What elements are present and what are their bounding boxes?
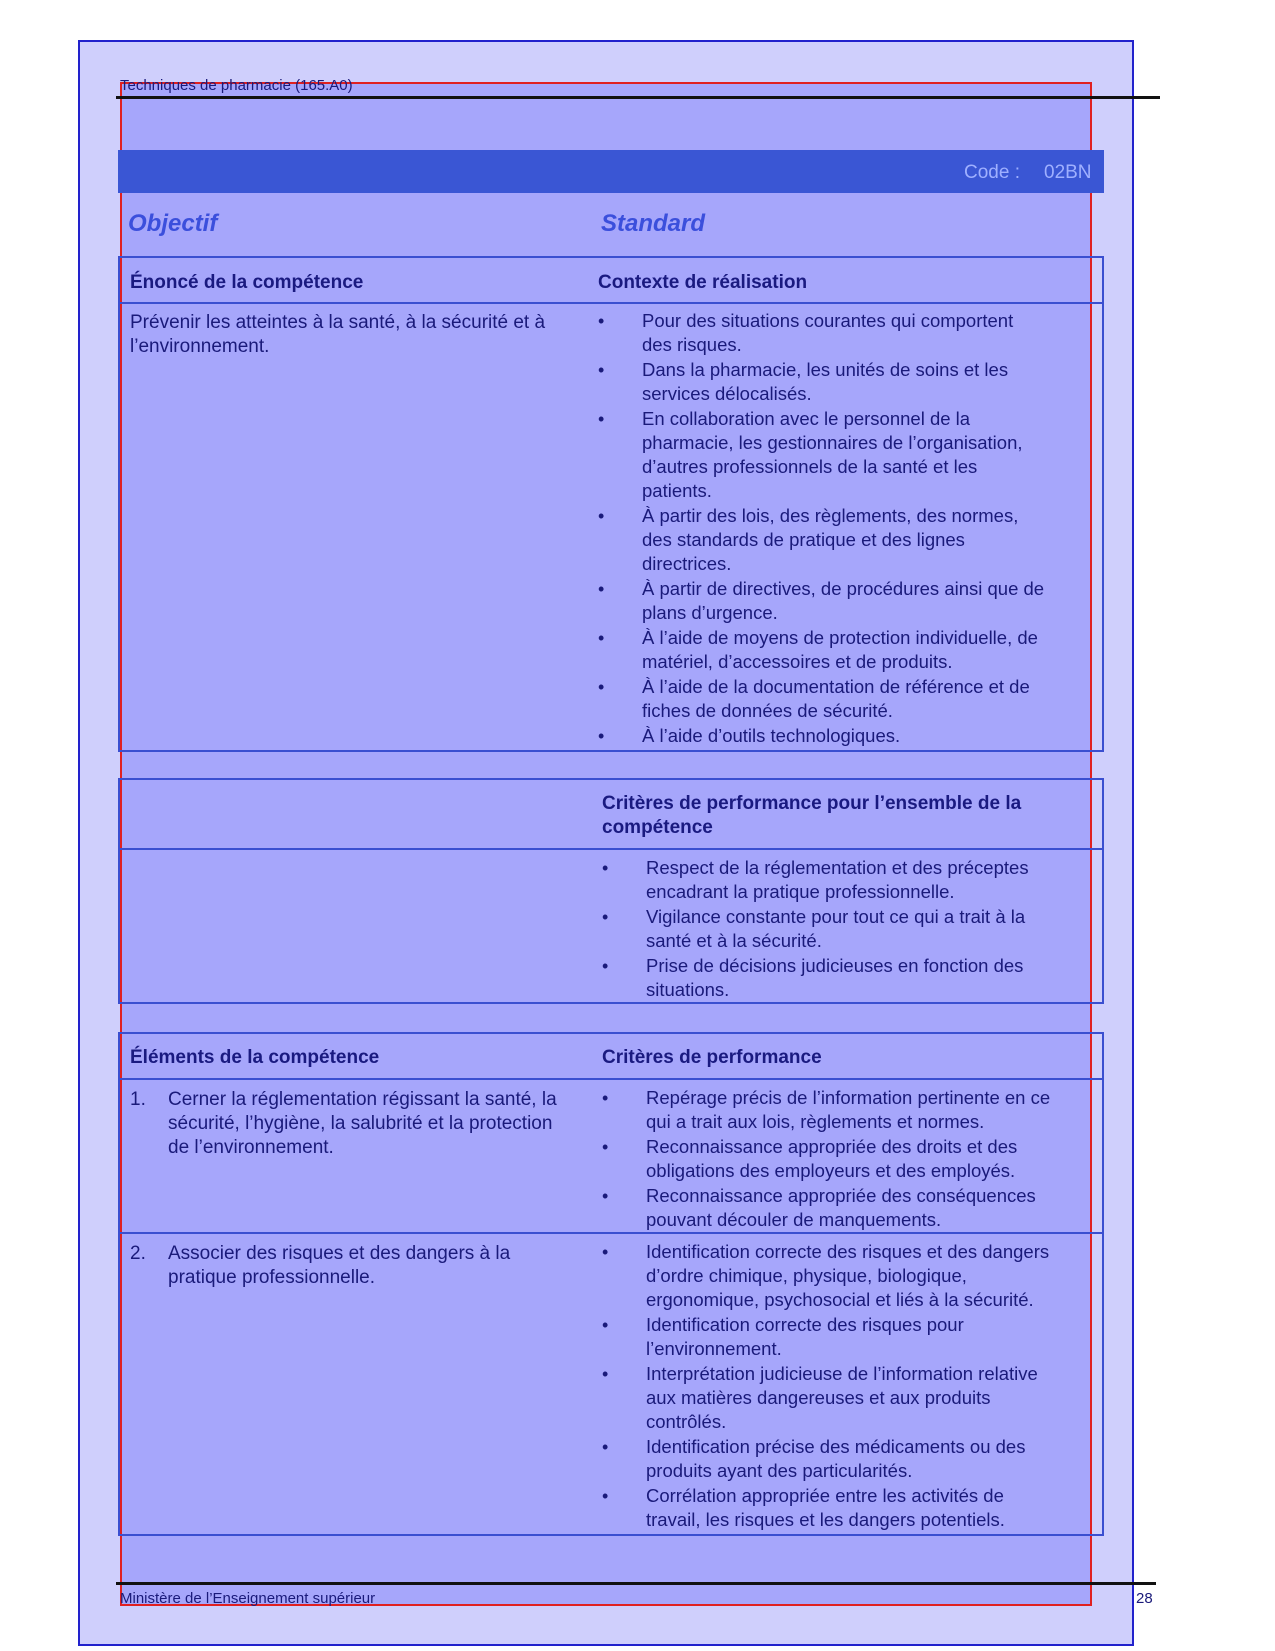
code-label: Code : bbox=[964, 162, 1020, 183]
element-number: 2. bbox=[130, 1243, 146, 1264]
bullet-item bbox=[602, 954, 1052, 1002]
context-list bbox=[598, 309, 1048, 749]
bullet-text: À l’aide de la documentation de référence et de fiches de données de sécurité. bbox=[642, 676, 1030, 721]
enonce-heading: Énoncé de la compétence bbox=[130, 272, 364, 293]
bullet-item bbox=[602, 1184, 1052, 1232]
elements-heading: Éléments de la compétence bbox=[130, 1047, 380, 1068]
bullet-item bbox=[598, 577, 1048, 625]
element-text: Cerner la réglementation régissant la santé, la sécurité, l’hygiène, la salubrité et la protection de l’environnement. bbox=[168, 1089, 557, 1158]
row-separator bbox=[120, 1232, 1102, 1234]
bullet-icon: • bbox=[602, 858, 609, 878]
bullet-item bbox=[598, 407, 1048, 503]
bullet-icon: • bbox=[602, 1364, 609, 1384]
footer-ministry: Ministère de l’Enseignement supérieur bbox=[120, 1590, 376, 1607]
section-global-criteria bbox=[118, 778, 1104, 1004]
bullet-text: Corrélation appropriée entre les activités de travail, les risques et les dangers potentiels. bbox=[646, 1485, 1005, 1530]
footer-rule bbox=[116, 1582, 1156, 1585]
global-criteria-list bbox=[602, 856, 1052, 1003]
element-criteria-list bbox=[602, 1086, 1052, 1233]
code-value: 02BN bbox=[1044, 162, 1092, 183]
bullet-icon: • bbox=[602, 1486, 609, 1506]
bullet-icon: • bbox=[598, 409, 605, 429]
bullet-item bbox=[598, 724, 1048, 748]
global-criteria-heading: Critères de performance pour l’ensemble de la compétence bbox=[602, 793, 1022, 838]
bullet-icon: • bbox=[602, 907, 609, 927]
competence-statement: Prévenir les atteintes à la santé, à la sécurité et à l’environnement. bbox=[130, 312, 546, 357]
bullet-text: Prise de décisions judicieuses en fonction des situations. bbox=[646, 955, 1024, 1000]
bullet-icon: • bbox=[602, 1242, 609, 1262]
bullet-item bbox=[602, 1362, 1052, 1434]
bullet-text: Identification correcte des risques et des dangers d’ordre chimique, physique, biologique, ergonomique, psychosocial et liés à la sécurité. bbox=[646, 1241, 1050, 1310]
bullet-icon: • bbox=[598, 628, 605, 648]
bullet-item bbox=[602, 1313, 1052, 1361]
bullet-item bbox=[602, 1240, 1052, 1312]
bullet-icon: • bbox=[598, 360, 605, 380]
bullet-text: À l’aide d’outils technologiques. bbox=[642, 725, 901, 746]
bullet-text: Respect de la réglementation et des préceptes encadrant la pratique professionnelle. bbox=[646, 857, 1029, 902]
bullet-text: Reconnaissance appropriée des droits et des obligations des employeurs et des employés. bbox=[646, 1136, 1018, 1181]
standard-title: Standard bbox=[601, 210, 706, 237]
bullet-text: Vigilance constante pour tout ce qui a trait à la santé et à la sécurité. bbox=[646, 906, 1026, 951]
contexte-heading: Contexte de réalisation bbox=[598, 272, 808, 293]
section-divider bbox=[120, 1078, 1102, 1080]
bullet-icon: • bbox=[598, 311, 605, 331]
section-elements bbox=[118, 1032, 1104, 1536]
bullet-text: À partir de directives, de procédures ainsi que de plans d’urgence. bbox=[642, 578, 1045, 623]
bullet-icon: • bbox=[598, 677, 605, 697]
bullet-item bbox=[602, 1135, 1052, 1183]
bullet-text: Identification précise des médicaments ou des produits ayant des particularités. bbox=[646, 1436, 1026, 1481]
bullet-icon: • bbox=[602, 1315, 609, 1335]
bullet-text: En collaboration avec le personnel de la pharmacie, les gestionnaires de l’organisation, d’autres professionnels de la santé et les patients. bbox=[642, 408, 1023, 501]
bullet-icon: • bbox=[602, 1137, 609, 1157]
bullet-item bbox=[598, 358, 1048, 406]
code-bar bbox=[118, 150, 1104, 193]
section-divider bbox=[120, 848, 1102, 850]
bullet-text: Identification correcte des risques pour l’environnement. bbox=[646, 1314, 964, 1359]
page-number: 28 bbox=[1136, 1590, 1153, 1607]
bullet-text: Reconnaissance appropriée des conséquences pouvant découler de manquements. bbox=[646, 1185, 1036, 1230]
bullet-item bbox=[602, 856, 1052, 904]
bullet-item bbox=[598, 504, 1048, 576]
bullet-icon: • bbox=[602, 1186, 609, 1206]
section-competence bbox=[118, 256, 1104, 752]
bullet-icon: • bbox=[602, 1088, 609, 1108]
bullet-icon: • bbox=[602, 1437, 609, 1457]
bullet-item bbox=[598, 309, 1048, 357]
element-number: 1. bbox=[130, 1089, 146, 1110]
bullet-icon: • bbox=[598, 506, 605, 526]
bullet-item bbox=[602, 905, 1052, 953]
bullet-icon: • bbox=[598, 726, 605, 746]
bullet-item bbox=[602, 1086, 1052, 1134]
bullet-item bbox=[602, 1484, 1052, 1532]
bullet-item bbox=[602, 1435, 1052, 1483]
bullet-text: Interprétation judicieuse de l’information relative aux matières dangereuses et aux produits contrôlés. bbox=[646, 1363, 1038, 1432]
header-rule bbox=[116, 96, 1160, 99]
running-header: Techniques de pharmacie (165.A0) bbox=[120, 77, 353, 94]
bullet-text: Pour des situations courantes qui comportent des risques. bbox=[642, 310, 1014, 355]
bullet-item bbox=[598, 626, 1048, 674]
criteria-heading: Critères de performance bbox=[602, 1047, 822, 1068]
element-text: Associer des risques et des dangers à la pratique professionnelle. bbox=[168, 1243, 511, 1288]
bullet-item bbox=[598, 675, 1048, 723]
section-divider bbox=[120, 302, 1102, 304]
bullet-text: Dans la pharmacie, les unités de soins et les services délocalisés. bbox=[642, 359, 1009, 404]
element-criteria-list bbox=[602, 1240, 1052, 1533]
objectif-title: Objectif bbox=[128, 210, 218, 237]
bullet-icon: • bbox=[602, 956, 609, 976]
bullet-text: Repérage précis de l’information pertinente en ce qui a trait aux lois, règlements et normes. bbox=[646, 1087, 1051, 1132]
bullet-text: À partir des lois, des règlements, des normes, des standards de pratique et des lignes directrices. bbox=[642, 505, 1019, 574]
bullet-text: À l’aide de moyens de protection individuelle, de matériel, d’accessoires et de produits. bbox=[642, 627, 1038, 672]
bullet-icon: • bbox=[598, 579, 605, 599]
